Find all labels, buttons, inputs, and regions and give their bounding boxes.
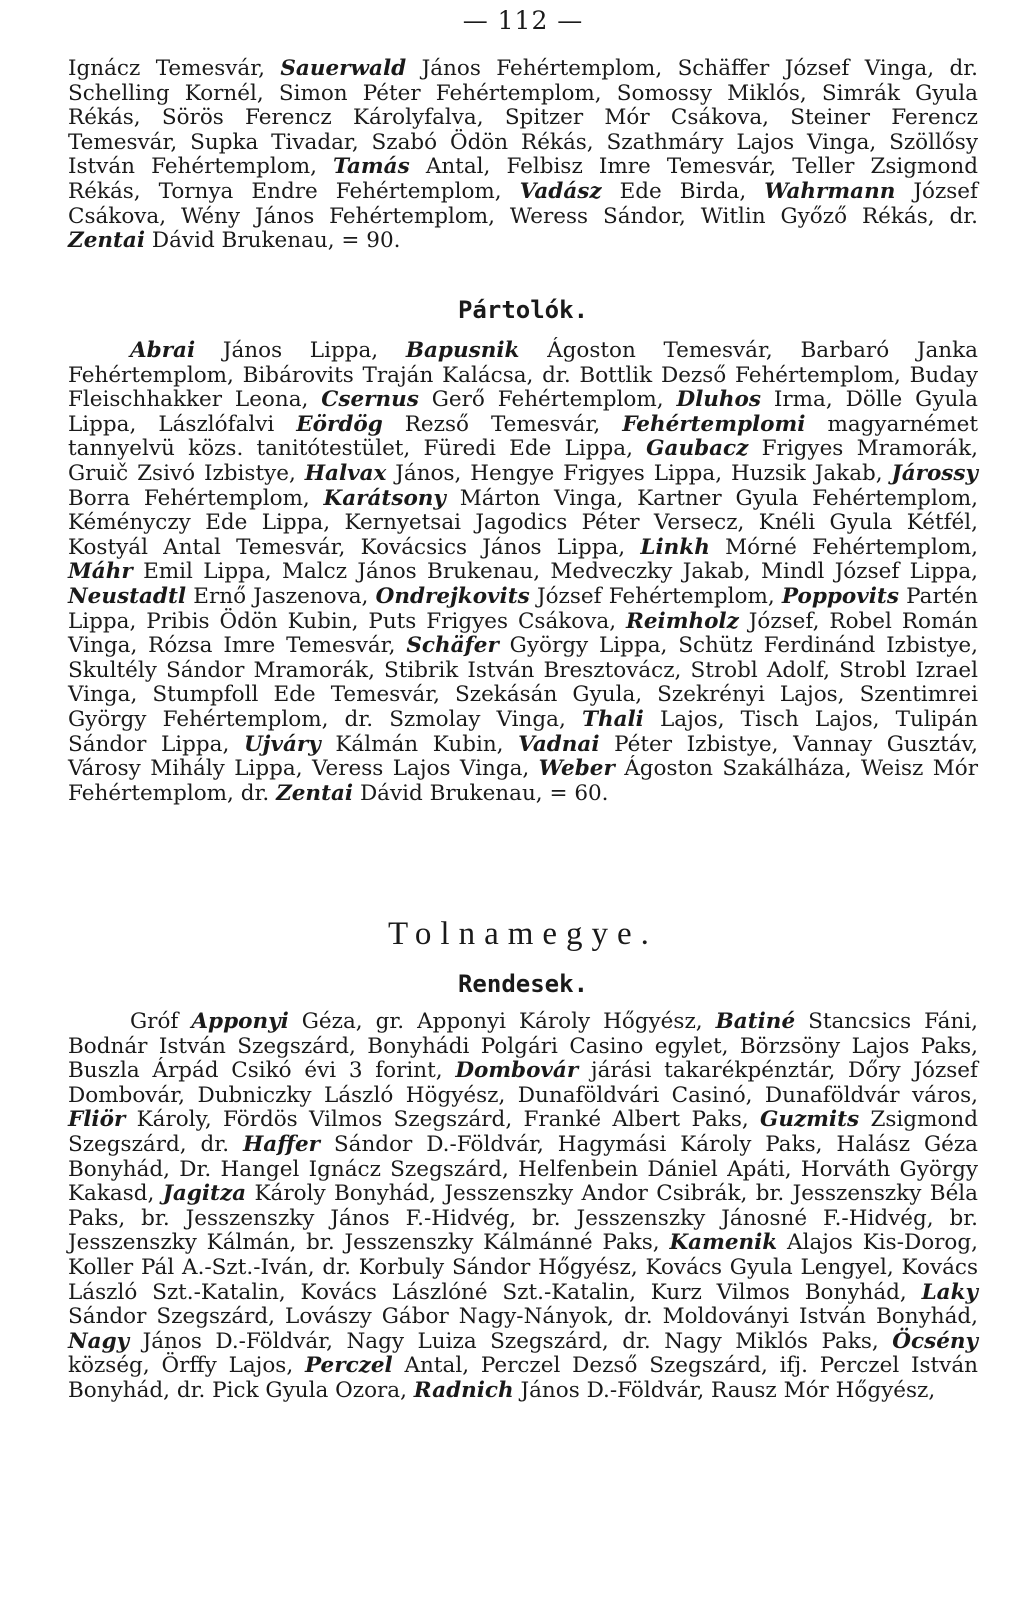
emphasized-name: Abrai bbox=[130, 338, 196, 363]
emphasized-name: Csernus bbox=[321, 387, 419, 413]
text-run: Irma, Dölle Gyula Lippa, Lászlófalvi bbox=[68, 387, 978, 437]
emphasized-name: Wahrmann bbox=[764, 178, 896, 204]
text-run: Márton Vinga, Kartner Gyula Fehértemplom, Kéményczy Ede Lippa, Kernyetsai Jagodics Péter Versecz, Knéli Gyula Kétfél, Kostyál Antal Temesvár, Kovácsics János Lippa, bbox=[68, 485, 978, 560]
text-run: Károly Bonyhád, Jesszenszky Andor Csibrák, br. Jesszenszky Béla Paks, br. Jesszenszky János F.-Hidvég, br. Jesszenszky Jánosné F.-Hidvég, br. Jesszenszky Kálmán, br. Jesszenszky Kálmánné Paks, bbox=[68, 1181, 978, 1256]
text-run: magyarnémet tannyelvü közs. tanitótestület, Füredi Ede Lippa, bbox=[68, 411, 978, 462]
text-run: Borra Fehértemplom, bbox=[68, 485, 324, 511]
text-run: Lajos, Tisch Lajos, Tulipán Sándor Lippa, bbox=[68, 706, 978, 757]
text-run: János Fehértemplom, Schäffer József Vinga, dr. Schelling Kornél, Simon Péter Fehértemplom, Somossy Miklós, Simrák Gyula Rékás, Sörös Ferencz Károlyfalva, Spitzer Mór Csákova, Steiner Ferencz Temesvár, Supka Tivadar, Szabó Ödön Rékás, Szathmáry Lajos Vinga, Szöllősy István Fehértemplom, bbox=[68, 56, 978, 180]
emphasized-name: Fliör bbox=[68, 1107, 126, 1133]
text-run: Ede Birda, bbox=[601, 178, 765, 204]
emphasized-name: Bapusnik bbox=[405, 338, 520, 363]
text-run: Alajos Kis-Dorog, Koller Pál A.-Szt.-Iván, dr. Korbuly Sándor Hőgyész, Kovács Gyula Lengyel, Kovács László Szt.-Katalin, Kovács Lászlóné Szt.-Katalin, Kurz Vilmos Bonyhád, bbox=[68, 1230, 978, 1305]
emphasized-name: Vadnai bbox=[518, 731, 600, 757]
emphasized-name: Ondrejkovits bbox=[375, 583, 530, 609]
text-run: Stancsics Fáni, Bodnár István Szegszárd, Bonyhádi Polgári Casino egylet, Börzsöny Lajos Paks, Buszla Árpád Csikó évi 3 forint, bbox=[68, 1009, 978, 1084]
emphasized-name: Perczel bbox=[304, 1353, 393, 1379]
text-run: Kálmán Kubin, bbox=[320, 731, 519, 757]
emphasized-name: Kamenik bbox=[669, 1230, 778, 1256]
text-run: Zsigmond Szegszárd, dr. bbox=[68, 1107, 978, 1157]
emphasized-name: Poppovits bbox=[781, 583, 899, 609]
text-run: Ágoston Szakálháza, Weisz Mór Fehértemplom, dr. bbox=[68, 756, 978, 806]
text-run: György Lippa, Schütz Ferdinánd Izbistye, Skultély Sándor Mramorák, Stibrik István Bresztovácz, Strobl Adolf, Strobl Izrael Vinga, Stumpfoll Ede Temesvár, Szekásán Gyula, Szekrényi Lajos, Szentimrei György Fehértemplom, dr. Szmolay Vinga, bbox=[68, 633, 978, 732]
emphasized-name: Apponyi bbox=[191, 1009, 289, 1034]
text-run: Antal, Perczel Dezső Szegszárd, ifj. Perczel István Bonyhád, dr. Pick Gyula Ozora, bbox=[68, 1353, 978, 1403]
text-run: Mórné Fehértemplom, bbox=[709, 534, 978, 560]
emphasized-name: Nagy bbox=[68, 1328, 130, 1354]
text-run: község, Örffy Lajos, bbox=[68, 1353, 305, 1379]
emphasized-name: Laky bbox=[921, 1279, 978, 1305]
emphasized-name: Fehértemplomi bbox=[622, 411, 806, 437]
text-run: Dávid Brukenau, = 90. bbox=[145, 228, 401, 254]
section-heading-partolok: Pártolók. bbox=[457, 296, 589, 324]
county-title: Tolnamegye. bbox=[388, 916, 658, 952]
emphasized-name: Öcsény bbox=[892, 1328, 978, 1354]
emphasized-name: Neustadtl bbox=[68, 583, 187, 609]
emphasized-name: Haffer bbox=[242, 1131, 320, 1157]
text-run: József, Robel Román Vinga, Rózsa Imre Temesvár, bbox=[68, 608, 979, 659]
text-run: Rezső Temesvár, bbox=[382, 411, 623, 437]
text-run: János D.-Földvár, Rausz Mór Hőgyész, bbox=[513, 1377, 936, 1403]
text-run: Gerő Fehértemplom, bbox=[418, 387, 677, 413]
supporters-list bbox=[68, 339, 978, 806]
text-run: József Fehértemplom, bbox=[529, 583, 782, 609]
emphasized-name: Zentai bbox=[276, 780, 354, 806]
emphasized-name: Radnich bbox=[413, 1377, 514, 1403]
emphasized-name: Halvax bbox=[304, 460, 387, 486]
text-run: Emil Lippa, Malcz János Brukenau, Medveczky Jakab, Mindl József Lippa, bbox=[132, 559, 978, 585]
text-run: József Csákova, Wény János Fehértemplom, Weress Sándor, Witlin Győző Rékás, dr. bbox=[68, 178, 978, 229]
emphasized-name: Linkh bbox=[640, 534, 710, 560]
emphasized-name: Jagitza bbox=[162, 1181, 247, 1207]
section-heading-rendesek: Rendesek. bbox=[457, 970, 589, 998]
emphasized-name: Eördög bbox=[296, 411, 383, 437]
emphasized-name: Reimholz bbox=[626, 608, 739, 634]
emphasized-name: Karátsony bbox=[323, 485, 446, 511]
text-run: Gróf bbox=[130, 1009, 192, 1034]
text-run: János D.-Földvár, Nagy Luiza Szegszárd, dr. Nagy Miklós Paks, bbox=[129, 1328, 893, 1354]
member-list-continued bbox=[68, 57, 978, 254]
emphasized-name: Thali bbox=[581, 706, 644, 732]
emphasized-name: Ujváry bbox=[243, 731, 321, 757]
text-run: Péter Izbistye, Vannay Gusztáv, Városy Mihály Lippa, Veress Lajos Vinga, bbox=[68, 731, 978, 782]
emphasized-name: Batiné bbox=[715, 1009, 796, 1034]
text-run: Frigyes Mramorák, Gruič Zsivó Izbistye, bbox=[68, 436, 978, 486]
emphasized-name: Járossy bbox=[891, 460, 979, 486]
emphasized-name: Zentai bbox=[68, 228, 146, 254]
emphasized-name: Gaubacz bbox=[646, 436, 749, 462]
emphasized-name: Weber bbox=[538, 756, 615, 782]
text-run: Ernő Jaszenova, bbox=[186, 583, 376, 609]
text-run: Károly, Fördös Vilmos Szegszárd, Franké Albert Paks, bbox=[125, 1107, 760, 1133]
text-run: Partén Lippa, Pribis Ödön Kubin, Puts Frigyes Csákova, bbox=[68, 583, 978, 634]
text-run: Ágoston Temesvár, Barbaró Janka Fehértemplom, Bibárovits Traján Kalácsa, dr. Bottlik Dezső Fehértemplom, Buday Fleischhakker Leona, bbox=[68, 338, 978, 413]
text-run: Dávid Brukenau, = 60. bbox=[353, 780, 609, 806]
text-run: Antal, Felbisz Imre Temesvár, Teller Zsigmond Rékás, Tornya Endre Fehértemplom, bbox=[68, 154, 979, 204]
emphasized-name: Vadász bbox=[519, 178, 602, 204]
emphasized-name: Sauerwald bbox=[280, 56, 407, 81]
text-run: Sándor D.-Földvár, Hagymási Károly Paks, Halász Géza Bonyhád, Dr. Hangel Ignácz Szegszárd, Helfenbein Dániel Apáti, Horváth György Kakasd, bbox=[68, 1131, 978, 1207]
text-run: János, Hengye Frigyes Lippa, Huzsik Jakab, bbox=[386, 460, 892, 486]
emphasized-name: Schäfer bbox=[406, 633, 499, 659]
page-number: — 112 — bbox=[462, 6, 584, 35]
text-run: Sándor Szegszárd, Lovászy Gábor Nagy-Nányok, dr. Moldoványi István Bonyhád, bbox=[68, 1304, 978, 1330]
text-run: Ignácz Temesvár, bbox=[68, 56, 281, 81]
text-run: János Lippa, bbox=[195, 338, 406, 363]
emphasized-name: Máhr bbox=[68, 559, 133, 585]
emphasized-name: Guzmits bbox=[759, 1107, 860, 1133]
regular-members-list bbox=[68, 1010, 978, 1404]
emphasized-name: Dombovár bbox=[455, 1058, 579, 1084]
text-run: Géza, gr. Apponyi Károly Hőgyész, bbox=[288, 1009, 716, 1034]
text-run: járási takarékpénztár, Dőry József Dombovár, Dubniczky László Högyész, Dunaföldvári Casinó, Dunaföldvár város, bbox=[68, 1058, 978, 1108]
emphasized-name: Tamás bbox=[333, 154, 410, 180]
emphasized-name: Dluhos bbox=[676, 387, 762, 413]
